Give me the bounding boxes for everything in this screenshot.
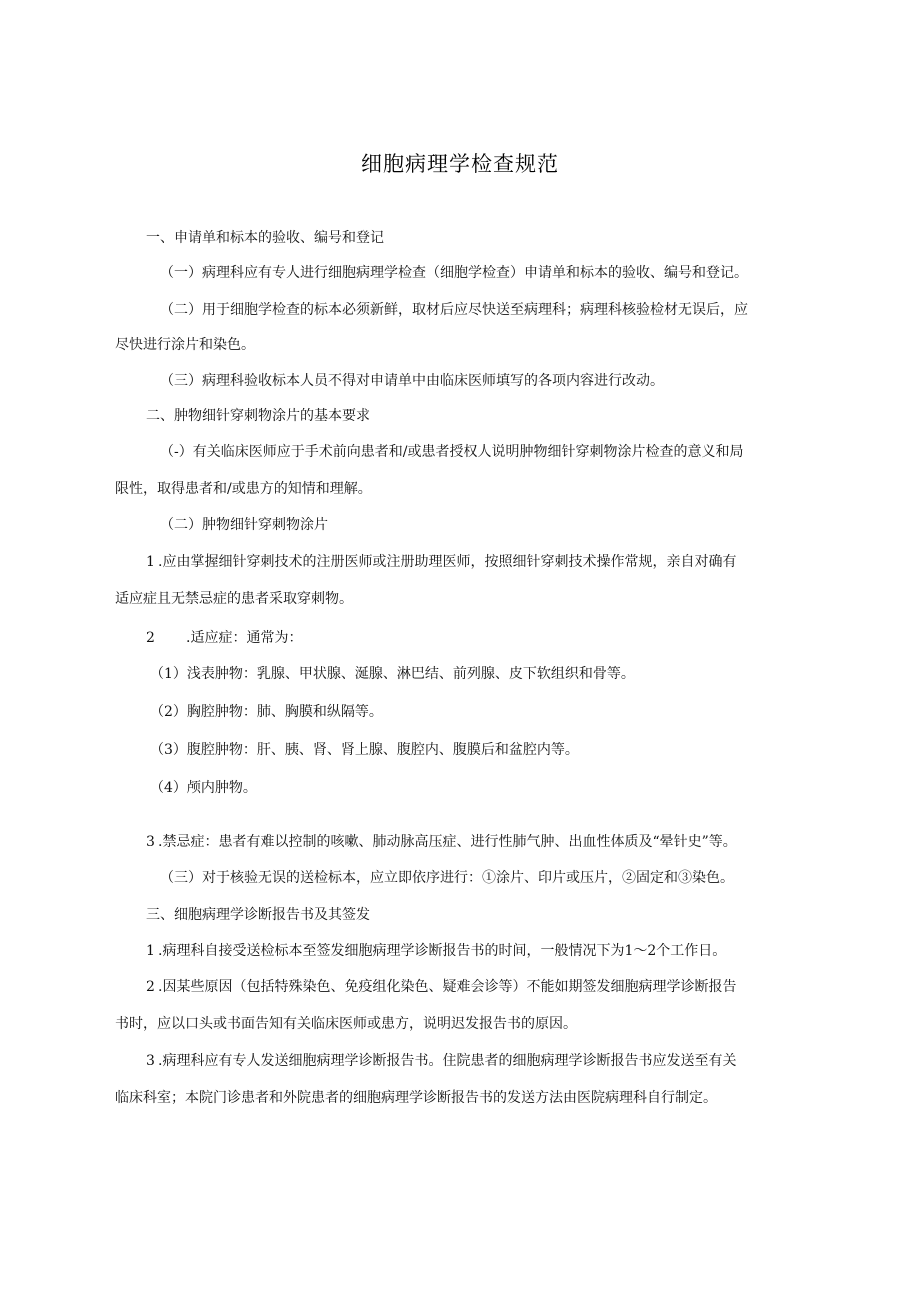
section-3-point-3-line-1 <box>146 1051 736 1071</box>
section-3-point-1 <box>146 941 726 961</box>
section-3-heading: 三、细胞病理学诊断报告书及其签发 <box>146 907 370 923</box>
point-text: .病理科应有专人发送细胞病理学诊断报告书。住院患者的细胞病理学诊断报告书应发送至有关 <box>158 1053 737 1069</box>
section-3-point-2-line-1 <box>146 977 736 997</box>
section-2-point-1-line-1 <box>146 552 736 572</box>
point-number: 3 <box>146 1053 155 1069</box>
point-text: .应由掌握细针穿刺技术的注册医师或注册助理医师，按照细针穿刺技术操作常规，亲自对确有 <box>158 554 737 570</box>
point-number: 1 <box>146 943 155 959</box>
point-number: 1 <box>146 554 155 570</box>
section-2-item-3: （三）对于核验无误的送检标本，应立即依序进行：①涂片、印片或压片，②固定和③染色。 <box>160 870 734 886</box>
point-text: .因某些原因（包括特殊染色、免疫组化染色、疑难会诊等）不能如期签发细胞病理学诊断报告 <box>158 979 737 995</box>
section-2-point-2 <box>146 628 302 648</box>
indication-3: （3）腹腔肿物：肝、胰、肾、肾上腺、腹腔内、腹膜后和盆腔内等。 <box>150 742 579 758</box>
section-3-point-3-line-2: 临床科室；本院门诊患者和外院患者的细胞病理学诊断报告书的发送方法由医院病理科自行制定。 <box>115 1090 717 1106</box>
section-2-item-2: （二）肿物细针穿刺物涂片 <box>160 517 328 533</box>
section-1-item-2-line-1: （二）用于细胞学检查的标本必须新鲜，取材后应尽快送至病理科；病理科核验检材无误后，应 <box>160 302 748 318</box>
section-2-item-1-line-2: 限性，取得患者和/或患方的知情和理解。 <box>115 481 372 497</box>
point-text: .病理科自接受送检标本至签发细胞病理学诊断报告书的时间，一般情况下为1～2个工作日。 <box>158 943 727 959</box>
section-1-item-3: （三）病理科验收标本人员不得对申请单中由临床医师填写的各项内容进行改动。 <box>160 373 664 389</box>
section-1-item-1: （一）病理科应有专人进行细胞病理学检查（细胞学检查）申请单和标本的验收、编号和登记。 <box>160 265 748 281</box>
point-number: 3 <box>146 834 155 850</box>
section-3-point-2-line-2: 书时，应以口头或书面告知有关临床医师或患方，说明迟发报告书的原因。 <box>115 1016 577 1032</box>
point-number: 2 <box>146 979 155 995</box>
indication-2: （2）胸腔肿物：肺、胸膜和纵隔等。 <box>150 704 383 720</box>
section-2-item-1-line-1: （-）有关临床医师应于手术前向患者和/或患者授权人说明肿物细针穿刺物涂片检查的意义和局 <box>160 444 744 460</box>
section-2-heading: 二、肿物细针穿刺物涂片的基本要求 <box>146 408 370 424</box>
indication-4: （4）颅内肿物。 <box>150 780 257 796</box>
section-1-item-2-line-2: 尽快进行涂片和染色。 <box>115 337 255 353</box>
point-number: 2 <box>146 630 155 646</box>
section-2-point-3 <box>146 832 737 852</box>
section-1-heading: 一、申请单和标本的验收、编号和登记 <box>146 230 384 246</box>
indication-1: （1）浅表肿物：乳腺、甲状腺、涎腺、淋巴结、前列腺、皮下软组织和骨等。 <box>150 666 635 682</box>
page-title: 细胞病理学检查规范 <box>361 152 559 176</box>
section-2-point-1-line-2: 适应症且无禁忌症的患者采取穿刺物。 <box>115 591 353 607</box>
point-text: .禁忌症：患者有难以控制的咳嗽、肺动脉高压症、进行性肺气肿、出血性体质及“晕针史”等。 <box>158 834 737 850</box>
point-text: .适应症：通常为： <box>186 630 303 646</box>
